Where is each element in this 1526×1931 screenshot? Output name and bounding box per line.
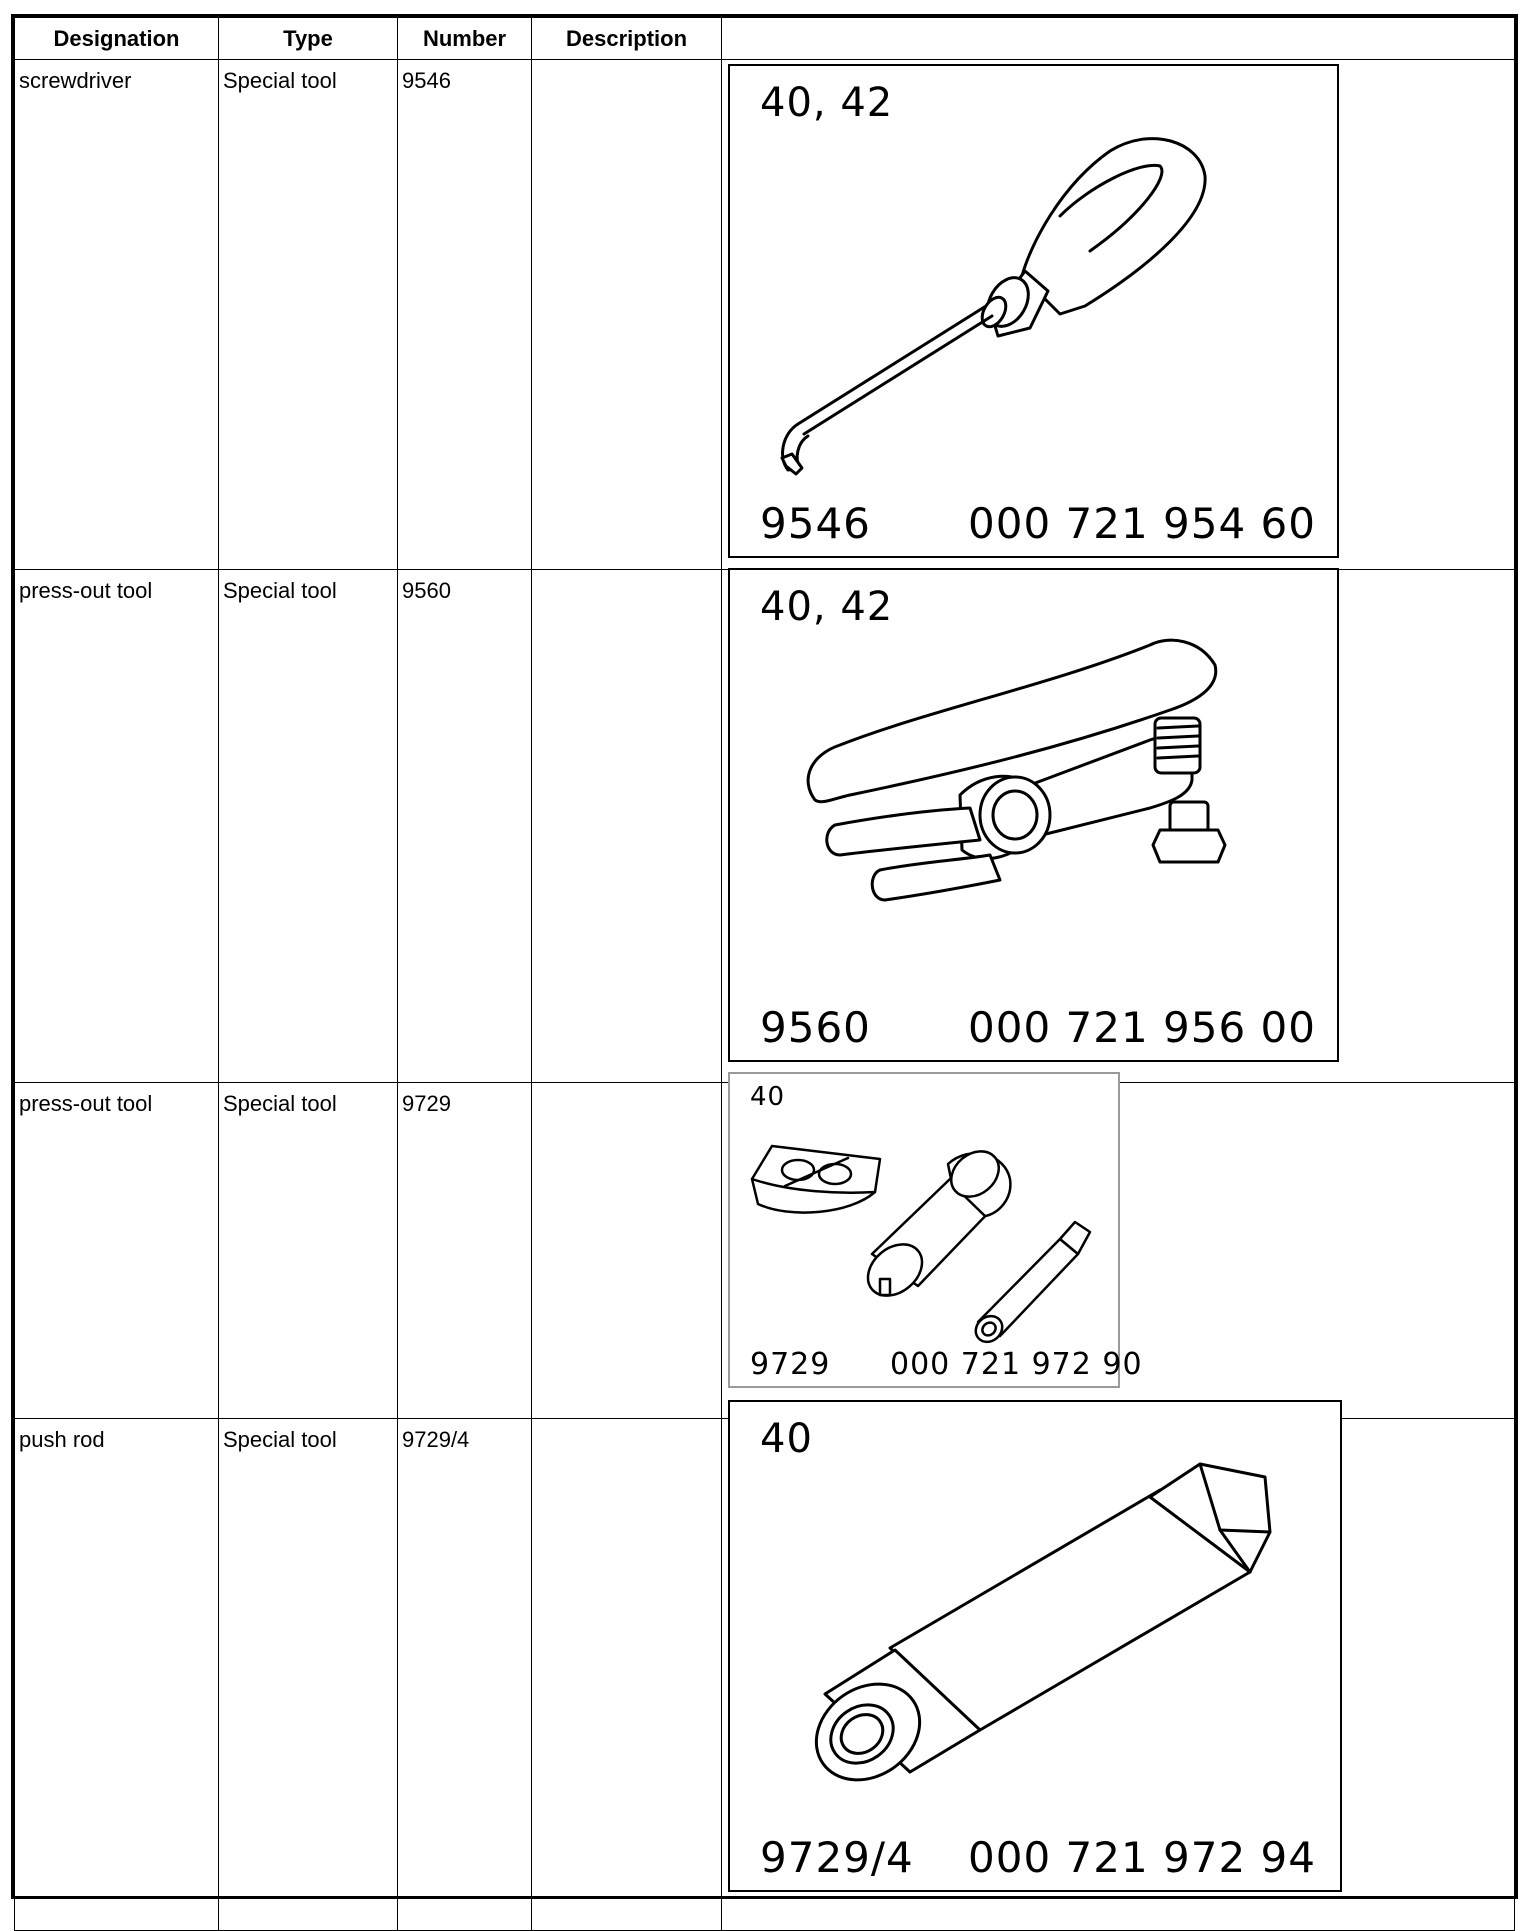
figure-part-number: 000 721 972 94 [968,1833,1316,1882]
cell-number: 9546 [398,60,532,570]
cell-type: Special tool [219,570,398,1083]
cell-designation: press-out tool [15,570,219,1083]
figure-screwdriver [728,64,1339,558]
figure-tool-number: 9729 [750,1347,831,1382]
press-out-set-drawing-icon [730,1074,1122,1390]
figure-part-number: 000 721 954 60 [968,499,1316,548]
ball-joint-press-drawing-icon [730,570,1341,1064]
header-type: Type [219,18,398,60]
figure-reference: 40, 42 [760,80,894,126]
figure-part-number: 000 721 972 90 [890,1347,1143,1382]
figure-tool-number: 9729/4 [760,1833,914,1882]
figure-press-out-tool-9560 [728,568,1339,1062]
header-designation: Designation [15,18,219,60]
figure-reference: 40 [760,1416,813,1462]
figure-tool-number: 9546 [760,499,871,548]
header-description: Description [532,18,722,60]
table-header-row [15,18,1515,60]
screwdriver-drawing-icon [730,66,1341,560]
figure-press-out-tool-9729 [728,1072,1143,1388]
cell-designation: press-out tool [15,1083,219,1419]
figure-reference: 40 [750,1082,786,1112]
push-rod-drawing-icon [730,1402,1344,1894]
figure-push-rod [728,1400,1342,1892]
figure-caption [750,1347,1143,1382]
cell-designation: push rod [15,1419,219,1931]
figure-tool-number: 9560 [760,1003,871,1052]
figure-part-number: 000 721 956 00 [968,1003,1316,1052]
cell-type: Special tool [219,1083,398,1419]
cell-description [532,570,722,1083]
header-figure [722,18,1515,60]
cell-description [532,1083,722,1419]
header-number: Number [398,18,532,60]
figure-caption [760,1833,1316,1882]
cell-designation: screwdriver [15,60,219,570]
cell-description [532,1419,722,1931]
cell-type: Special tool [219,60,398,570]
cell-number: 9729/4 [398,1419,532,1931]
cell-number: 9560 [398,570,532,1083]
figure-caption [760,499,1316,548]
cell-type: Special tool [219,1419,398,1931]
cell-number: 9729 [398,1083,532,1419]
figure-caption [760,1003,1316,1052]
figure-reference: 40, 42 [760,584,894,630]
cell-description [532,60,722,570]
